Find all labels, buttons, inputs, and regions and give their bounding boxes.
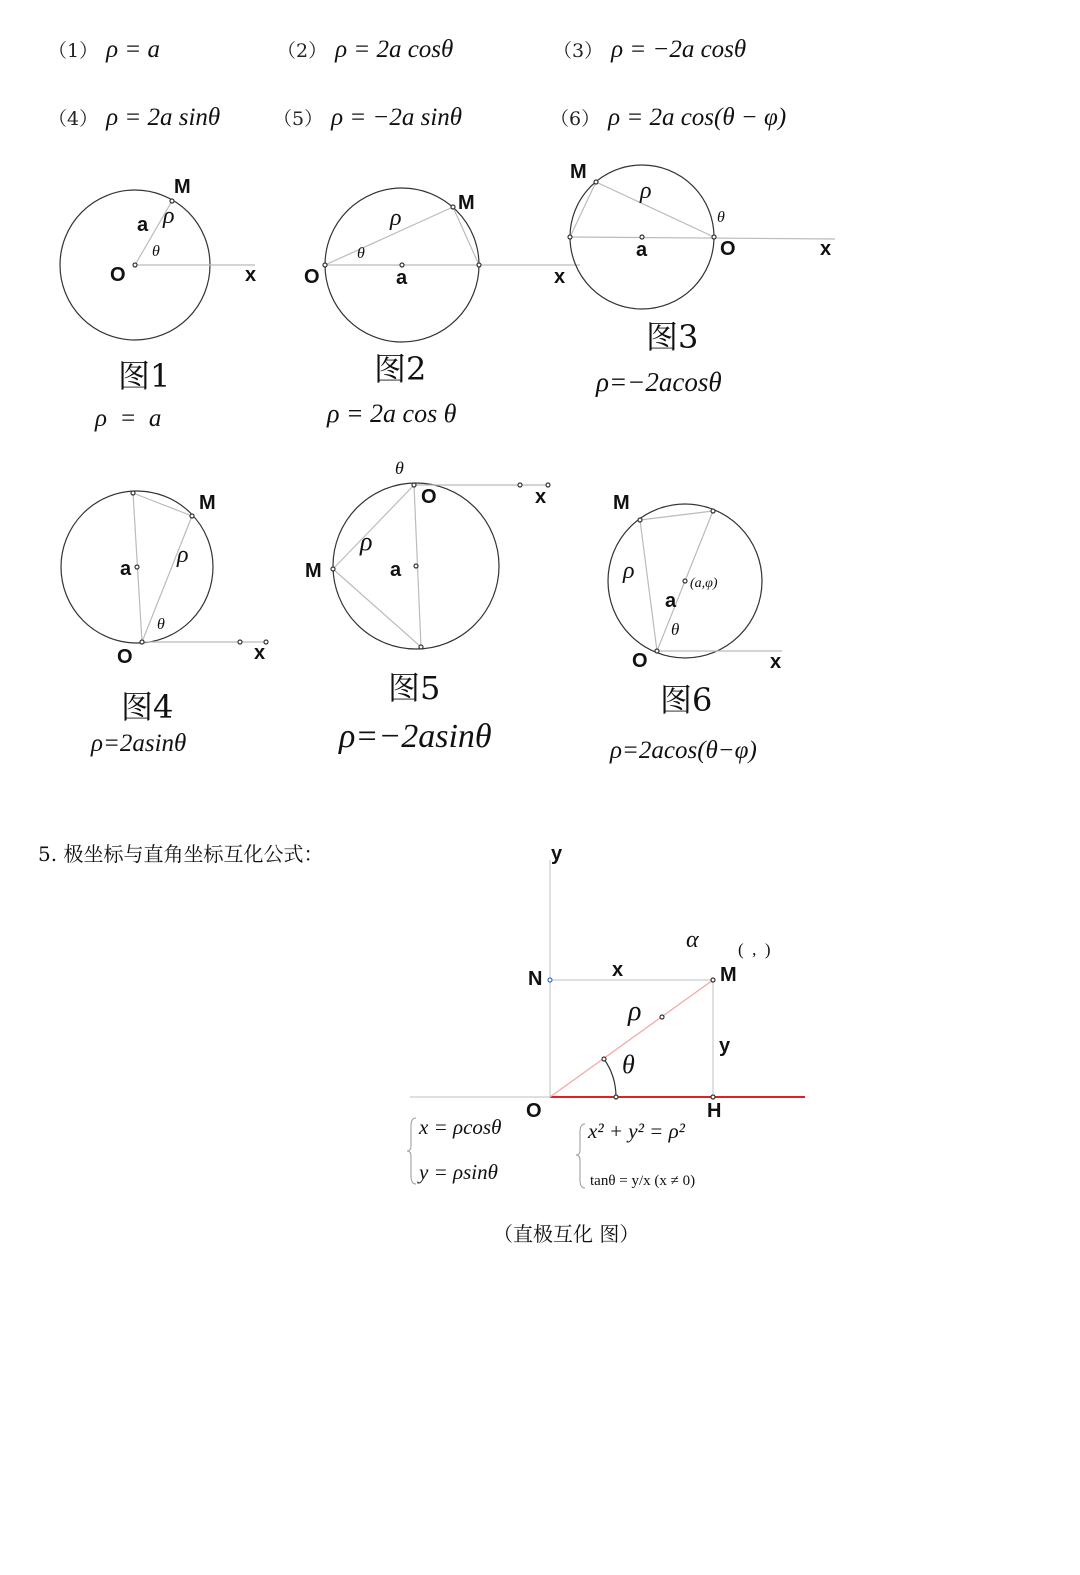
fig2-label-M: M: [458, 192, 475, 214]
equation-6-text: ρ = 2a cos(θ − φ): [608, 104, 787, 131]
fig5-label-a: a: [390, 559, 402, 581]
diagram-label-theta: θ: [622, 1050, 635, 1079]
equation-2-number: （2）: [277, 40, 328, 62]
diagram-label-alpha: α: [686, 927, 699, 953]
figure-3-caption: 图3: [646, 318, 699, 356]
diagram-label-coord: ( , ): [738, 940, 771, 959]
figure-3-chord-2: [570, 182, 596, 237]
figure-4-caption: 图4: [121, 688, 174, 726]
figure-1-formula: ρ = a: [95, 405, 162, 432]
section-title: 5. 极坐标与直角坐标互化公式：: [38, 842, 324, 866]
fig6-label-pair: (a,φ): [690, 576, 718, 591]
fig1-label-x: x: [245, 264, 257, 286]
diagram-caption: （直极互化 图）: [493, 1222, 640, 1246]
figure-3-drawing: [568, 165, 835, 309]
fig3-label-theta: θ: [717, 209, 725, 226]
figure-5-caption: 图5: [388, 669, 441, 707]
figure-2-chord-2: [453, 207, 479, 265]
figure-2-drawing: [323, 188, 580, 342]
fig3-label-a: a: [636, 239, 648, 261]
fig4-label-x: x: [254, 642, 266, 664]
equation-4-text: ρ = 2a sinθ: [106, 104, 221, 131]
diagram-label-O: O: [526, 1100, 542, 1122]
fig1-label-rho: ρ: [163, 203, 175, 229]
figure-1-drawing: [60, 190, 255, 340]
fig6-label-theta: θ: [671, 620, 680, 639]
equation-1-text: ρ = a: [106, 36, 160, 63]
system2-line2: tanθ = y/x (x ≠ 0): [590, 1173, 696, 1189]
fig2-label-a: a: [396, 267, 408, 289]
system1-line2: y = ρsinθ: [419, 1160, 498, 1184]
figure-5-chord-2: [333, 569, 421, 647]
fig2-label-theta: θ: [357, 245, 365, 262]
fig4-label-rho: ρ: [177, 542, 189, 568]
figure-5-drawing: [331, 483, 550, 649]
fig1-label-O: O: [110, 264, 126, 286]
system1-line1: x = ρcosθ: [419, 1115, 502, 1139]
fig6-label-x: x: [770, 651, 782, 673]
brace-right-system: [576, 1124, 585, 1188]
fig4-label-a: a: [120, 558, 132, 580]
conversion-diagram: [410, 860, 805, 1099]
equation-5-text: ρ = −2a sinθ: [331, 104, 463, 131]
equation-3-text: ρ = −2a cosθ: [611, 36, 747, 63]
fig3-label-x: x: [820, 238, 832, 260]
figure-3-polar-axis: [570, 237, 835, 239]
diagram-label-rho: ρ: [628, 996, 642, 1027]
fig2-label-rho: ρ: [390, 205, 402, 231]
fig3-label-M: M: [570, 161, 587, 183]
fig2-label-O: O: [304, 266, 320, 288]
system2-line1: x² + y² = ρ²: [588, 1119, 685, 1143]
figure-6-formula: ρ=2acos(θ−φ): [610, 737, 757, 764]
fig5-label-rho: ρ: [360, 527, 373, 556]
diagram-label-x: x: [612, 959, 624, 981]
equation-5-number: （5）: [273, 108, 324, 130]
fig3-label-O: O: [720, 238, 736, 260]
figure-3-formula: ρ=−2acosθ: [596, 367, 722, 397]
figure-1-caption: 图1: [118, 357, 171, 395]
fig3-label-rho: ρ: [640, 178, 652, 204]
figure-4-chord-2: [133, 493, 192, 516]
figure-5-chord: [333, 485, 414, 569]
fig1-label-M: M: [174, 176, 191, 198]
brace-left-system: [407, 1118, 416, 1184]
figure-4-chord: [142, 516, 192, 642]
equation-6-number: （6）: [550, 108, 601, 130]
figure-2-formula: ρ = 2a cos θ: [327, 399, 457, 428]
fig6-label-a: a: [665, 590, 677, 612]
fig5-label-M: M: [305, 560, 322, 582]
fig6-label-M: M: [613, 492, 630, 514]
figure-6-caption: 图6: [660, 681, 713, 719]
fig1-label-theta: θ: [152, 243, 160, 260]
figure-2-caption: 图2: [374, 350, 427, 388]
angle-arc: [604, 1059, 616, 1097]
diagram-label-M: M: [720, 964, 737, 986]
diagram-label-y-axis: y: [551, 843, 563, 865]
fig5-label-x: x: [535, 486, 547, 508]
figure-6-chord: [640, 520, 657, 651]
diagram-label-y: y: [719, 1035, 731, 1057]
equation-4-number: （4）: [48, 108, 99, 130]
fig6-label-rho: ρ: [623, 558, 635, 584]
fig2-label-x: x: [554, 266, 566, 288]
equation-3-number: （3）: [553, 40, 604, 62]
figure-4-formula: ρ=2asinθ: [91, 730, 187, 757]
fig4-label-theta: θ: [157, 616, 165, 633]
equation-1-number: （1）: [48, 40, 99, 62]
fig5-label-theta: θ: [395, 458, 404, 478]
equation-2-text: ρ = 2a cosθ: [335, 36, 454, 63]
figure-2-chord: [325, 207, 453, 265]
fig4-label-M: M: [199, 492, 216, 514]
diagram-label-H: H: [707, 1100, 722, 1122]
fig6-label-O: O: [632, 650, 648, 672]
fig4-label-O: O: [117, 646, 133, 668]
fig5-label-O: O: [421, 486, 437, 508]
figure-5-formula: ρ=−2asinθ: [339, 718, 492, 755]
diagram-label-N: N: [528, 968, 543, 990]
fig1-label-a: a: [137, 214, 149, 236]
